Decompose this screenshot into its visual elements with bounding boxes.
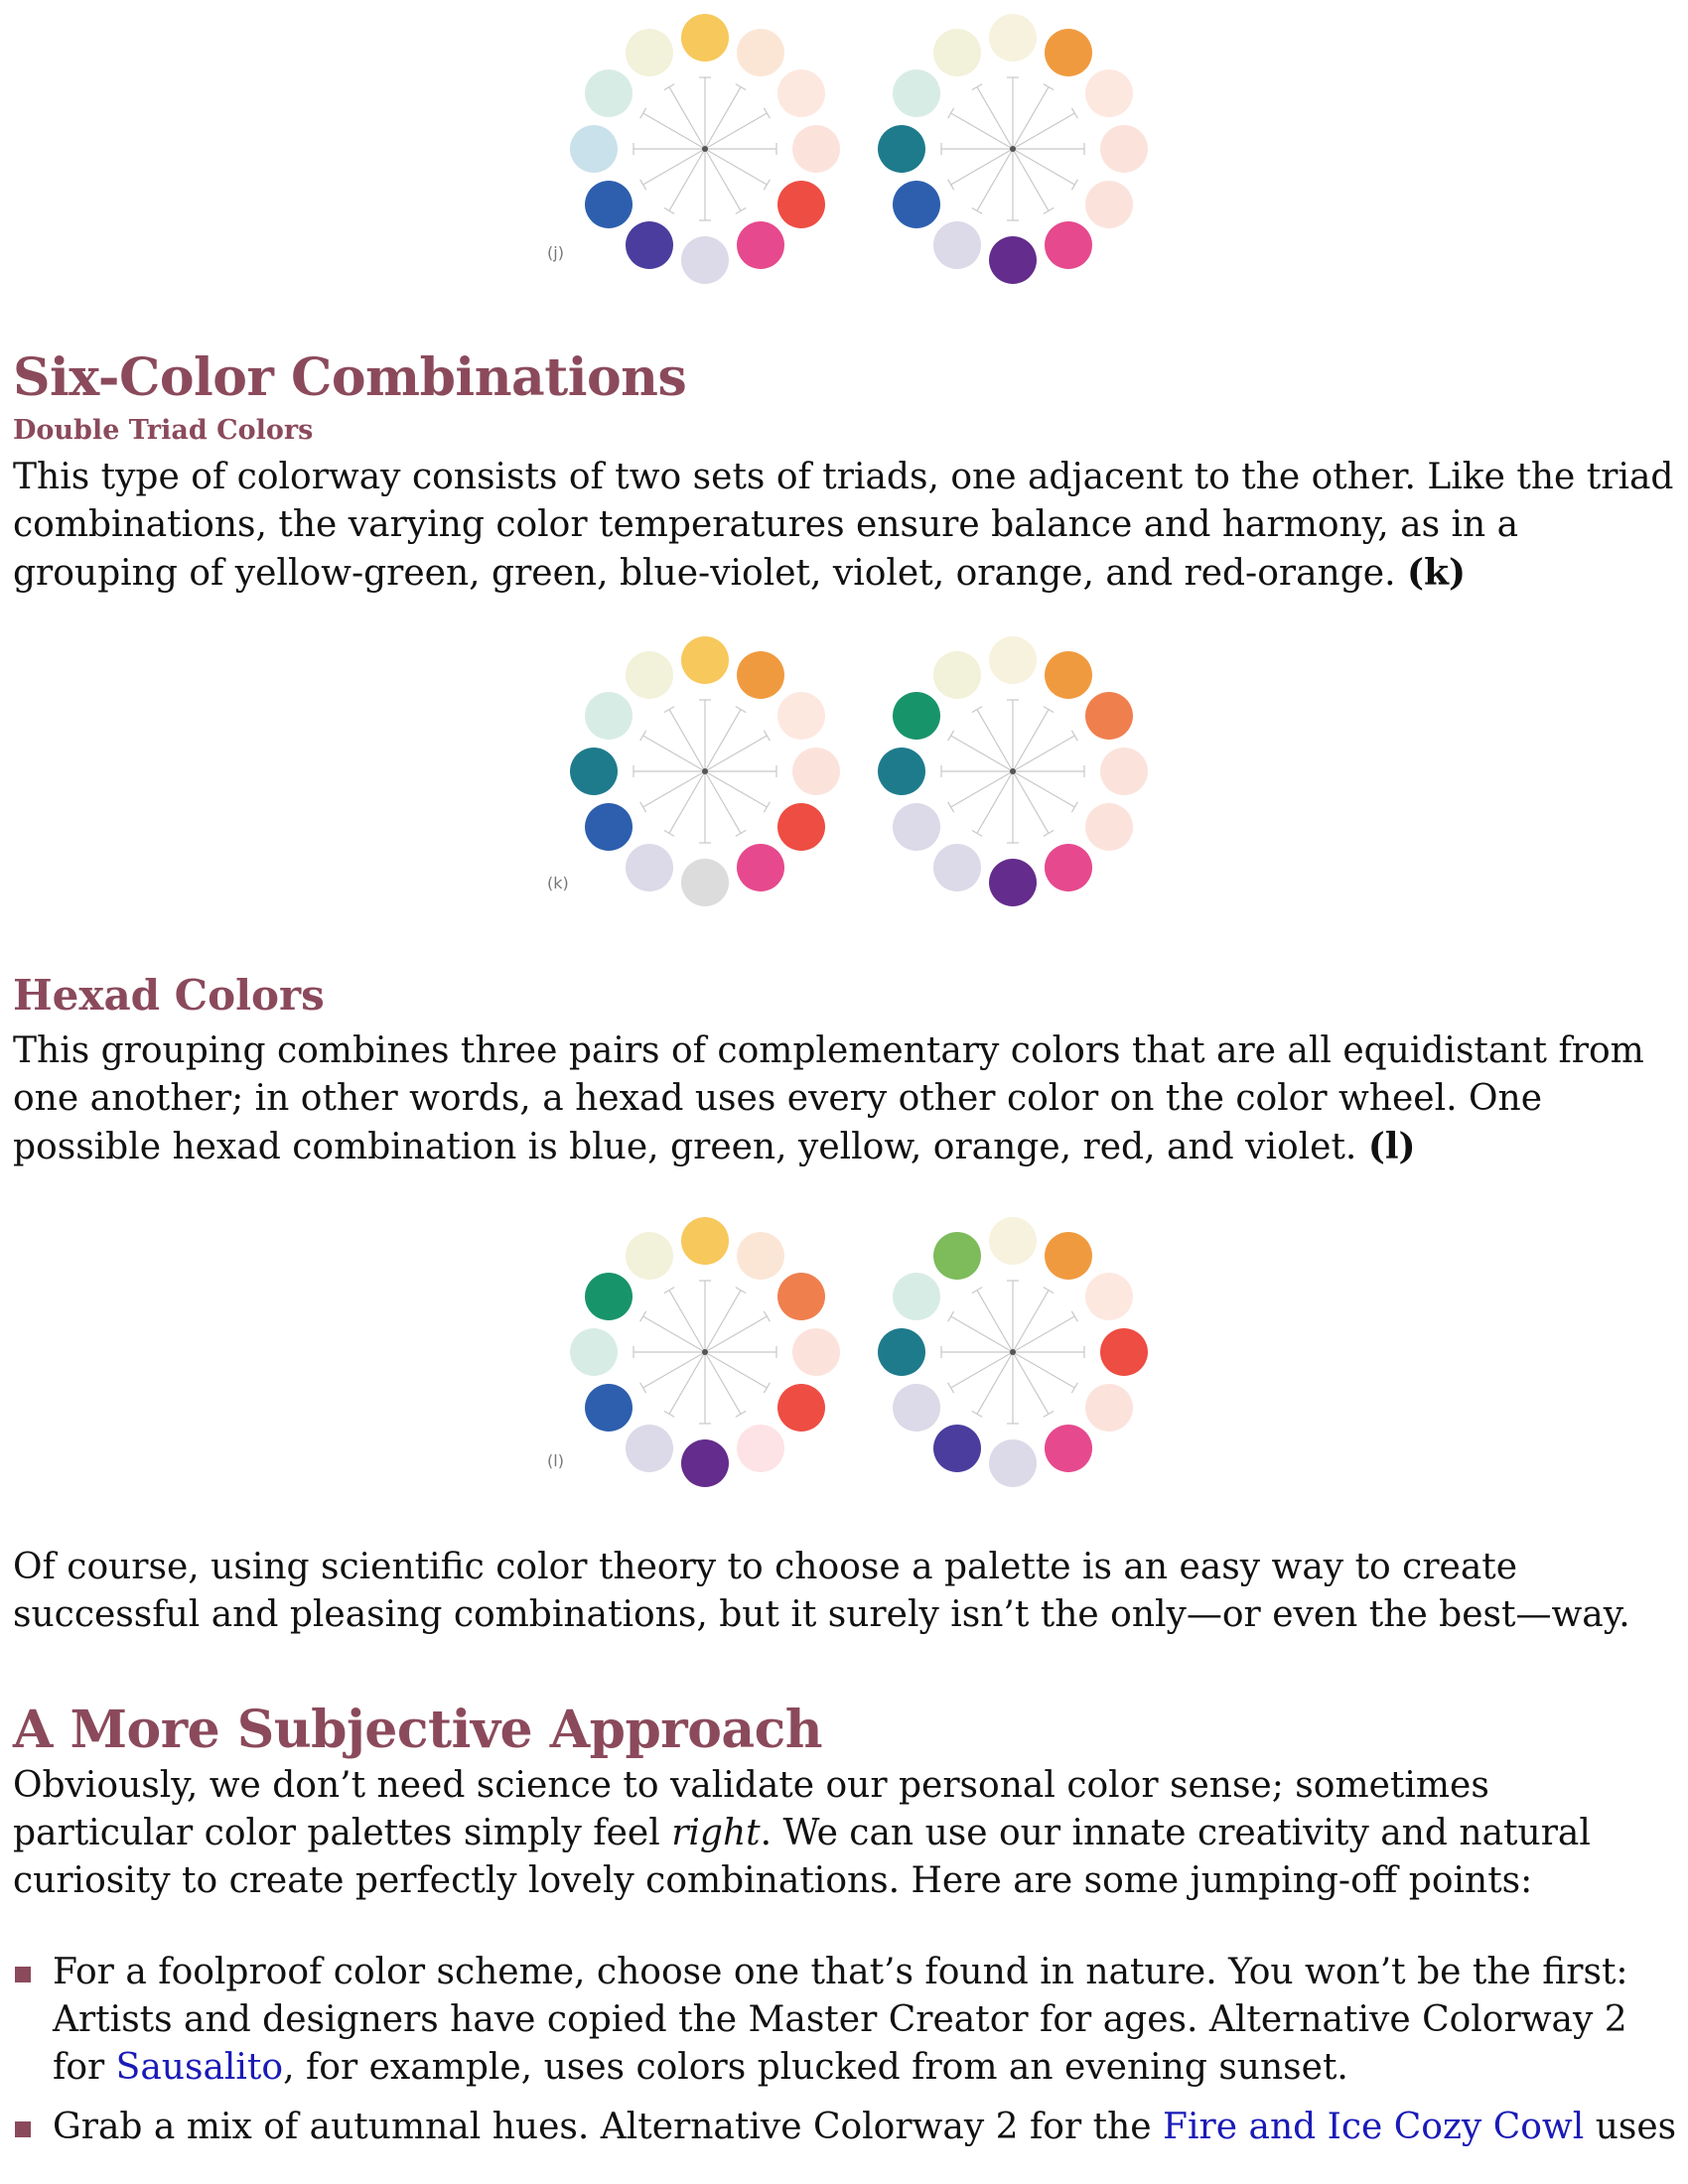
figure-label: (l)	[547, 1451, 564, 1470]
wheel-spoke	[669, 1352, 705, 1414]
wheel-hub	[1010, 146, 1016, 152]
wheel-spoke-tick	[736, 1288, 746, 1294]
wheel-spoke-tick	[972, 1411, 982, 1417]
yarn-ball-swatch	[989, 14, 1037, 62]
yarn-ball-swatch	[681, 859, 729, 906]
wheel-spoke	[1013, 710, 1049, 771]
yarn-ball-swatch	[585, 181, 633, 228]
yarn-ball-swatch	[777, 69, 825, 117]
wheel-hub	[702, 768, 708, 774]
yarn-ball-swatch	[893, 803, 940, 851]
wheel-spoke-tick	[1071, 1311, 1077, 1321]
color-wheel-graphic	[869, 1208, 1157, 1496]
yarn-ball-swatch	[792, 1328, 840, 1376]
wheel-spoke	[977, 1352, 1013, 1414]
wheel-spoke	[1013, 1316, 1074, 1352]
wheel-spoke-tick	[972, 1288, 982, 1294]
wheel-spoke	[643, 736, 705, 771]
wheel-spoke	[669, 1291, 705, 1352]
wheel-spoke	[1013, 771, 1074, 807]
wheel-spoke	[705, 710, 741, 771]
yarn-ball-swatch	[737, 1232, 784, 1280]
yarn-ball-swatch	[893, 1273, 940, 1320]
yarn-ball-swatch	[777, 692, 825, 740]
wheel-spoke	[669, 149, 705, 210]
wheel-spoke	[1013, 113, 1074, 149]
yarn-ball-swatch	[989, 236, 1037, 284]
color-wheel	[869, 1208, 1157, 1496]
wheel-spoke	[951, 1316, 1013, 1352]
color-wheel	[561, 5, 849, 293]
wheel-spoke	[705, 113, 767, 149]
section-subtitle: Double Triad Colors	[13, 415, 314, 446]
wheel-spoke	[1013, 87, 1049, 149]
figure-reference: (l)	[1367, 1126, 1416, 1167]
wheel-spoke-tick	[640, 1311, 646, 1321]
wheel-spoke-tick	[764, 180, 770, 190]
wheel-spoke	[669, 710, 705, 771]
wheel-spoke-tick	[736, 707, 746, 713]
yarn-ball-swatch	[1045, 29, 1092, 76]
wheel-spoke-tick	[972, 84, 982, 90]
yarn-ball-swatch	[570, 748, 618, 795]
bullet-square-icon	[15, 1967, 31, 1982]
yarn-ball-swatch	[933, 221, 981, 269]
wheel-spoke-tick	[736, 207, 746, 213]
wheel-spoke	[1013, 736, 1074, 771]
yarn-ball-swatch	[585, 692, 633, 740]
section-title: Hexad Colors	[13, 971, 325, 1020]
wheel-spoke-tick	[948, 108, 954, 118]
yarn-ball-swatch	[989, 636, 1037, 684]
wheel-spoke	[977, 87, 1013, 149]
wheel-spoke-tick	[664, 1288, 674, 1294]
wheel-spoke	[951, 771, 1013, 807]
wheel-spoke	[705, 87, 741, 149]
wheel-spoke-tick	[640, 731, 646, 741]
wheel-spoke-tick	[1071, 108, 1077, 118]
yarn-ball-swatch	[792, 748, 840, 795]
wheel-spoke-tick	[764, 1311, 770, 1321]
wheel-spoke-tick	[948, 1383, 954, 1393]
wheel-spoke	[1013, 1352, 1074, 1388]
wheel-spoke	[705, 771, 741, 833]
yarn-ball-swatch	[1085, 1384, 1133, 1432]
wheel-spoke-tick	[664, 84, 674, 90]
yarn-ball-swatch	[626, 844, 673, 891]
yarn-ball-swatch	[570, 125, 618, 173]
yarn-ball-swatch	[1045, 1425, 1092, 1472]
wheel-hub	[702, 1349, 708, 1355]
yarn-ball-swatch	[737, 1425, 784, 1472]
figure-label: (j)	[547, 243, 564, 262]
wheel-spoke-tick	[764, 108, 770, 118]
yarn-ball-swatch	[681, 636, 729, 684]
wheel-spoke	[1013, 1291, 1049, 1352]
yarn-ball-swatch	[1085, 1273, 1133, 1320]
yarn-ball-swatch	[1100, 748, 1148, 795]
wheel-spoke-tick	[664, 830, 674, 836]
yarn-ball-swatch	[933, 1425, 981, 1472]
wheel-spoke-tick	[640, 180, 646, 190]
yarn-ball-swatch	[681, 1217, 729, 1265]
wheel-spoke	[1013, 1352, 1049, 1414]
section-title: Six-Color Combinations	[13, 347, 687, 408]
yarn-ball-swatch	[989, 1439, 1037, 1487]
yarn-ball-swatch	[1100, 125, 1148, 173]
wheel-spoke	[705, 771, 767, 807]
wheel-spoke	[705, 149, 767, 185]
yarn-ball-swatch	[878, 1328, 925, 1376]
figure-label: (k)	[547, 874, 569, 892]
yarn-ball-swatch	[1085, 803, 1133, 851]
yarn-ball-swatch	[1085, 69, 1133, 117]
yarn-ball-swatch	[681, 1439, 729, 1487]
color-wheel-graphic	[869, 627, 1157, 915]
wheel-spoke-tick	[640, 108, 646, 118]
color-wheel	[869, 5, 1157, 293]
yarn-ball-swatch	[626, 1425, 673, 1472]
wheel-spoke-tick	[764, 1383, 770, 1393]
wheel-spoke	[977, 710, 1013, 771]
wheel-spoke-tick	[736, 84, 746, 90]
wheel-spoke-tick	[1071, 180, 1077, 190]
yarn-ball-swatch	[878, 125, 925, 173]
yarn-ball-swatch	[585, 69, 633, 117]
yarn-ball-swatch	[878, 748, 925, 795]
wheel-spoke	[977, 1291, 1013, 1352]
yarn-ball-swatch	[681, 14, 729, 62]
wheel-spoke-tick	[640, 1383, 646, 1393]
wheel-spoke	[669, 771, 705, 833]
wheel-spoke-tick	[640, 802, 646, 812]
wheel-spoke	[643, 1352, 705, 1388]
color-wheel-graphic	[561, 627, 849, 915]
wheel-spoke	[669, 87, 705, 149]
yarn-ball-swatch	[893, 69, 940, 117]
wheel-spoke-tick	[1071, 731, 1077, 741]
wheel-spoke-tick	[1044, 1288, 1054, 1294]
yarn-ball-swatch	[1045, 1232, 1092, 1280]
wheel-spoke	[1013, 149, 1074, 185]
wheel-spoke	[705, 1352, 741, 1414]
wheel-spoke	[643, 771, 705, 807]
color-wheel	[561, 1208, 849, 1496]
body-paragraph: Obviously, we don’t need science to validate our personal color sense; sometimes particular color palettes simply feel right. We can use our innate creativity and natural curiosity to create perfectly lovely combinations. Here are some jumping-off points:	[13, 1765, 1591, 1901]
wheel-spoke	[951, 736, 1013, 771]
wheel-spoke-tick	[1071, 802, 1077, 812]
wheel-spoke-tick	[664, 1411, 674, 1417]
yarn-ball-swatch	[737, 29, 784, 76]
yarn-ball-swatch	[570, 1328, 618, 1376]
color-wheel-graphic	[561, 5, 849, 293]
wheel-spoke-tick	[1044, 1411, 1054, 1417]
yarn-ball-swatch	[1045, 844, 1092, 891]
wheel-spoke	[643, 1316, 705, 1352]
wheel-spoke-tick	[972, 207, 982, 213]
wheel-hub	[1010, 1349, 1016, 1355]
yarn-ball-swatch	[893, 692, 940, 740]
yarn-ball-swatch	[933, 651, 981, 699]
wheel-spoke	[951, 149, 1013, 185]
wheel-spoke-tick	[764, 802, 770, 812]
yarn-ball-swatch	[933, 29, 981, 76]
wheel-spoke	[643, 113, 705, 149]
yarn-ball-swatch	[777, 803, 825, 851]
yarn-ball-swatch	[893, 181, 940, 228]
pattern-link[interactable]: Sausalito	[115, 2047, 284, 2088]
yarn-ball-swatch	[893, 1384, 940, 1432]
yarn-ball-swatch	[933, 844, 981, 891]
wheel-hub	[1010, 768, 1016, 774]
yarn-ball-swatch	[626, 1232, 673, 1280]
wheel-spoke	[705, 149, 741, 210]
wheel-spoke-tick	[664, 207, 674, 213]
yarn-ball-swatch	[777, 181, 825, 228]
yarn-ball-swatch	[1100, 1328, 1148, 1376]
wheel-spoke-tick	[972, 707, 982, 713]
wheel-spoke	[1013, 149, 1049, 210]
yarn-ball-swatch	[1085, 692, 1133, 740]
wheel-spoke-tick	[948, 802, 954, 812]
figure-reference: (k)	[1407, 552, 1467, 594]
color-wheel	[561, 627, 849, 915]
body-paragraph: Of course, using scientific color theory to choose a palette is an easy way to create successful and pleasing combinations, but it surely isn’t the only—or even the best—way.	[13, 1547, 1630, 1635]
pattern-link[interactable]: Fire and Ice Cozy Cowl	[1163, 2107, 1585, 2147]
wheel-spoke-tick	[736, 1411, 746, 1417]
wheel-spoke	[977, 149, 1013, 210]
wheel-spoke	[643, 149, 705, 185]
wheel-spoke	[705, 1316, 767, 1352]
wheel-spoke	[705, 1291, 741, 1352]
yarn-ball-swatch	[1045, 221, 1092, 269]
wheel-spoke-tick	[764, 731, 770, 741]
wheel-spoke	[951, 113, 1013, 149]
yarn-ball-swatch	[585, 1384, 633, 1432]
yarn-ball-swatch	[737, 844, 784, 891]
yarn-ball-swatch	[585, 1273, 633, 1320]
yarn-ball-swatch	[792, 125, 840, 173]
wheel-spoke-tick	[948, 180, 954, 190]
wheel-spoke-tick	[664, 707, 674, 713]
wheel-spoke	[705, 736, 767, 771]
wheel-spoke-tick	[1044, 84, 1054, 90]
wheel-spoke-tick	[1044, 207, 1054, 213]
yarn-ball-swatch	[626, 221, 673, 269]
wheel-spoke-tick	[1071, 1383, 1077, 1393]
color-wheel-graphic	[869, 5, 1157, 293]
yarn-ball-swatch	[1045, 651, 1092, 699]
color-wheel-graphic	[561, 1208, 849, 1496]
body-paragraph: This type of colorway consists of two sets of triads, one adjacent to the other. Like the triad combinations, the varying color temperatures ensure balance and harmony, as in a grouping of yellow-green, green, blue-violet, violet, orange, and red-orange. (k)	[13, 457, 1674, 594]
list-item: Grab a mix of autumnal hues. Alternative Colorway 2 for the Fire and Ice Cozy Cowl uses	[13, 2104, 1681, 2151]
yarn-ball-swatch	[737, 651, 784, 699]
wheel-hub	[702, 146, 708, 152]
yarn-ball-swatch	[626, 651, 673, 699]
yarn-ball-swatch	[1085, 181, 1133, 228]
bullet-list	[13, 1949, 1681, 2163]
section-title: A More Subjective Approach	[13, 1700, 823, 1760]
yarn-ball-swatch	[585, 803, 633, 851]
yarn-ball-swatch	[626, 29, 673, 76]
wheel-spoke-tick	[1044, 707, 1054, 713]
bullet-square-icon	[15, 2121, 31, 2137]
yarn-ball-swatch	[737, 221, 784, 269]
yarn-ball-swatch	[777, 1384, 825, 1432]
list-item: For a foolproof color scheme, choose one that’s found in nature. You won’t be the first: Artists and designers have copied the Master Creator for ages. Alternative Colorway 2 for Sausalito, for example, uses colors plucked from an evening sunset.	[13, 1949, 1681, 2092]
wheel-spoke	[977, 771, 1013, 833]
wheel-spoke-tick	[736, 830, 746, 836]
yarn-ball-swatch	[933, 1232, 981, 1280]
wheel-spoke	[951, 1352, 1013, 1388]
color-wheel	[869, 627, 1157, 915]
wheel-spoke-tick	[1044, 830, 1054, 836]
wheel-spoke-tick	[948, 1311, 954, 1321]
yarn-ball-swatch	[681, 236, 729, 284]
wheel-spoke-tick	[972, 830, 982, 836]
yarn-ball-swatch	[989, 859, 1037, 906]
wheel-spoke	[705, 1352, 767, 1388]
body-paragraph: This grouping combines three pairs of complementary colors that are all equidistant from one another; in other words, a hexad uses every other color on the color wheel. One possible hexad combination is blue, green, yellow, orange, red, and violet. (l)	[13, 1030, 1644, 1167]
yarn-ball-swatch	[989, 1217, 1037, 1265]
wheel-spoke-tick	[948, 731, 954, 741]
yarn-ball-swatch	[777, 1273, 825, 1320]
wheel-spoke	[1013, 771, 1049, 833]
